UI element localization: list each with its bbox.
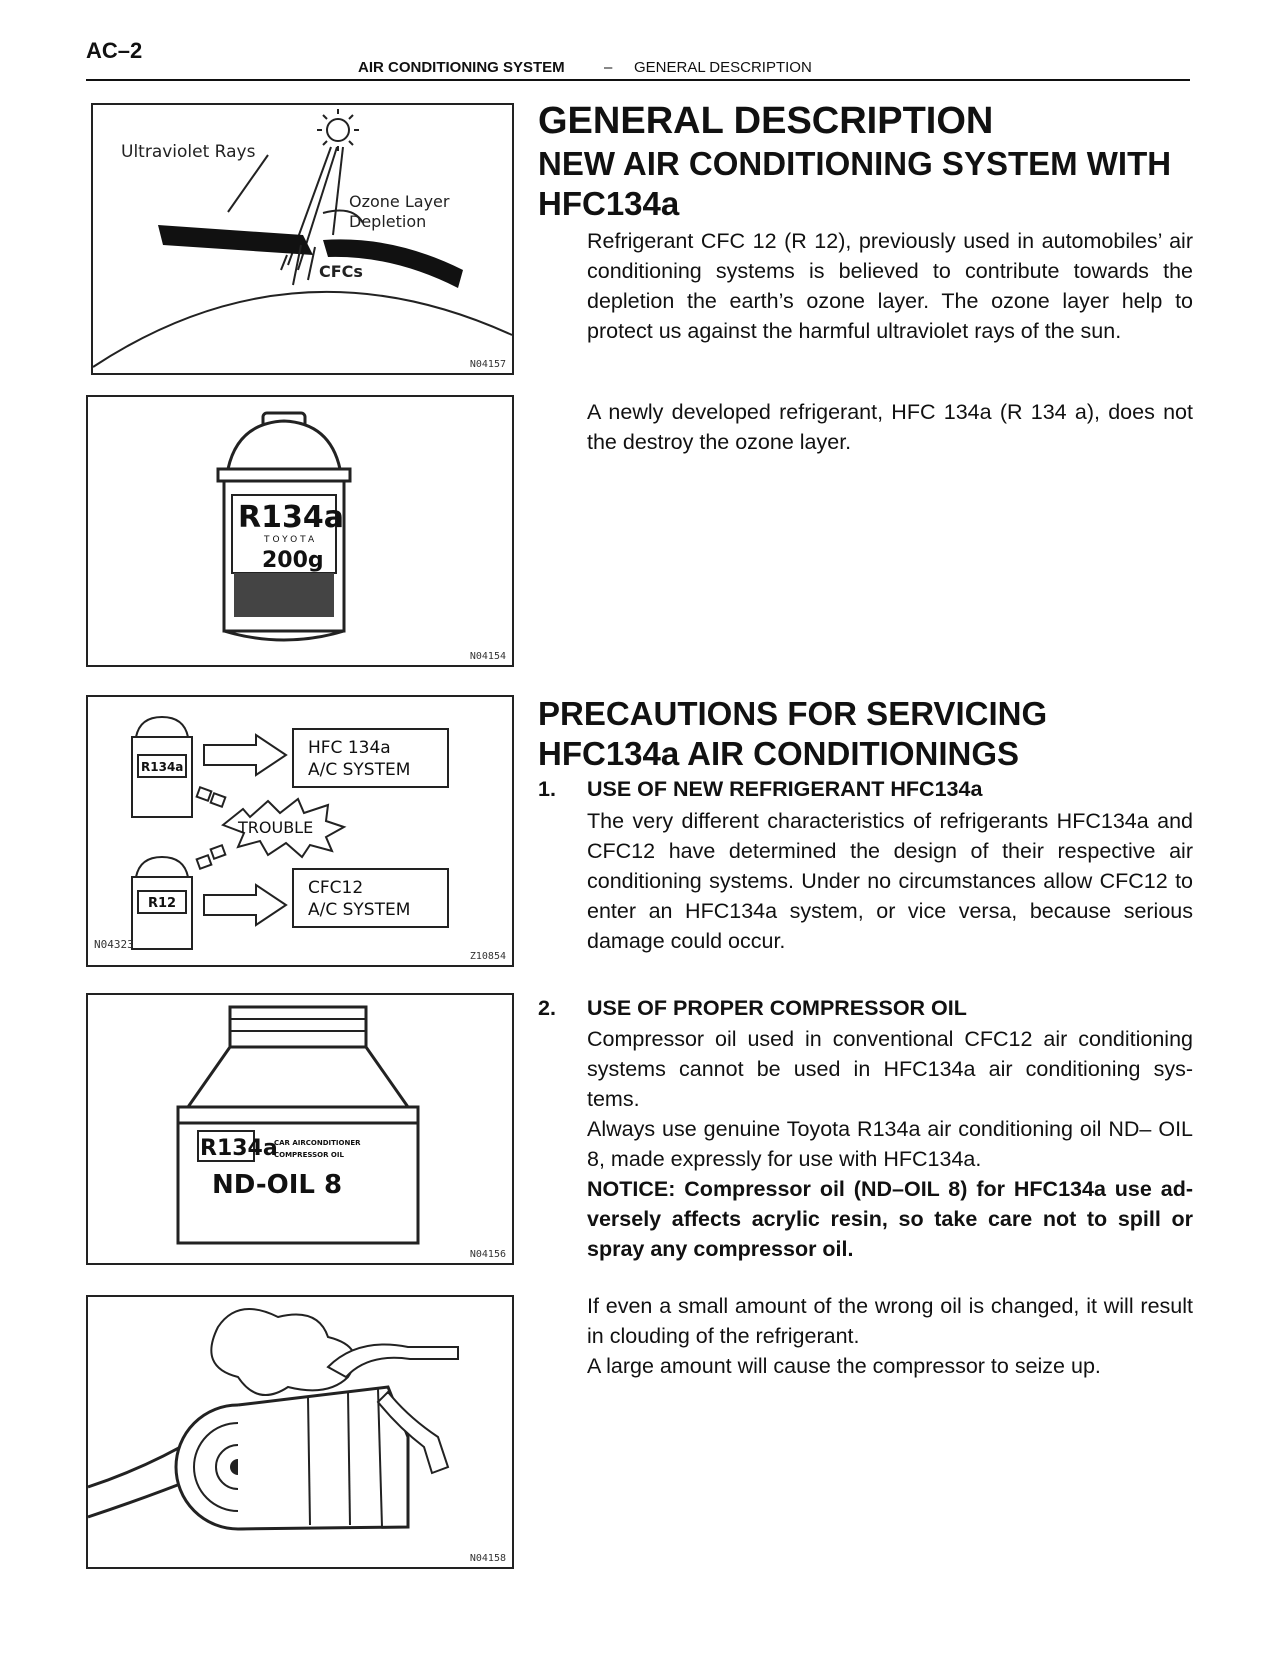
step-2-number: 2. [538, 996, 556, 1020]
step-2-text-after [587, 1291, 1193, 1381]
oil-label-nd-oil: ND-OIL 8 [212, 1170, 343, 1200]
label-uv: Ultraviolet Rays [121, 142, 256, 162]
box-bottom-line-2: A/C SYSTEM [308, 900, 411, 920]
can-label-brand: TOYOTA [264, 535, 318, 545]
label-ozone-1: Ozone Layer [349, 192, 450, 211]
box-top-line-2: A/C SYSTEM [308, 760, 411, 780]
can-bottom-label: R12 [148, 896, 177, 911]
can-label-weight: 200g [262, 548, 324, 573]
header-section: AIR CONDITIONING SYSTEM [358, 59, 565, 76]
can-illustration [88, 397, 512, 665]
step-2-notice: NOTICE: Compressor oil (ND–OIL 8) for HFC134a use ad- versely affects acrylic resin, so take care not to spill or spray any compressor oil. [587, 1177, 1193, 1261]
figure-nd-oil-8 [86, 993, 514, 1265]
step-2-text [587, 1024, 1193, 1174]
header-rule [86, 79, 1190, 81]
page-number: AC–2 [86, 38, 143, 63]
figure-ozone-depletion [91, 103, 514, 375]
step-2-text-4: A large amount will cause the compressor to seize up. [587, 1354, 1101, 1378]
step-2-text-1: Compressor oil used in conventional CFC12 air conditioning systems cannot be used in HFC134a air conditioning sys- tems. [587, 1027, 1193, 1111]
compressor-illustration [88, 1297, 512, 1567]
step-1-text: The very different characteristics of refrigerants HFC134a and CFC12 have determined the design of their respective air conditioning systems. Under no circumstances allow CFC12 to enter an HFC134a system, or vice versa, because serious damage could occur. [587, 809, 1193, 953]
step-2-text-3: If even a small amount of the wrong oil is changed, it will result in clouding of the refrigerant. [587, 1294, 1193, 1348]
figure-code: N04158 [469, 1553, 506, 1564]
figure-code: Z10854 [469, 951, 506, 962]
figure-code: N04157 [469, 359, 506, 370]
trouble-label: TROUBLE [238, 818, 314, 837]
oil-can-illustration [88, 995, 512, 1263]
header-dash: – [604, 59, 613, 76]
figure-code-left: N04323 [94, 938, 134, 951]
step-2-title: USE OF PROPER COMPRESSOR OIL [587, 996, 967, 1020]
trouble-illustration [88, 697, 512, 965]
general-paragraph-1: Refrigerant CFC 12 (R 12), previously used in automobiles’ air conditioning systems is believed to contribute towards the depletion the earth’s ozone layer. The ozone layer help to protect us against the harmful ultraviolet rays of the sun. [587, 229, 1193, 343]
oil-label-r134a: R134a [200, 1136, 278, 1161]
general-subtitle-2: HFC134a [538, 185, 680, 222]
figure-code: N04156 [469, 1249, 506, 1260]
step-1-number: 1. [538, 777, 556, 801]
general-subtitle-1: NEW AIR CONDITIONING SYSTEM WITH [538, 145, 1172, 182]
step-1-title: USE OF NEW REFRIGERANT HFC134a [587, 777, 983, 801]
figure-refrigerant-trouble [86, 695, 514, 967]
header-subsection: GENERAL DESCRIPTION [634, 59, 812, 76]
figure-r134a-can [86, 395, 514, 667]
label-cfcs: CFCs [319, 262, 363, 281]
ozone-illustration [93, 105, 512, 373]
general-title: GENERAL DESCRIPTION [538, 100, 994, 142]
can-top-label: R134a [141, 760, 184, 774]
figure-code: N04154 [469, 651, 506, 662]
label-ozone-2: Depletion [349, 212, 427, 231]
oil-label-small-2: COMPRESSOR OIL [274, 1151, 344, 1159]
general-paragraph-2: A newly developed refrigerant, HFC 134a (R 134 a), does not the destroy the ozone layer. [587, 400, 1193, 454]
precautions-title-2: HFC134a AIR CONDITIONINGS [538, 735, 1020, 772]
box-bottom-line-1: CFC12 [308, 878, 364, 898]
figure-compressor [86, 1295, 514, 1569]
can-label-r134a: R134a [238, 500, 344, 535]
precautions-title-1: PRECAUTIONS FOR SERVICING [538, 695, 1048, 732]
step-2-text-2: Always use genuine Toyota R134a air conditioning oil ND– OIL 8, made expressly for use with HFC134a. [587, 1117, 1193, 1171]
oil-label-small-1: CAR AIRCONDITIONER [274, 1139, 361, 1147]
box-top-line-1: HFC 134a [308, 738, 391, 758]
